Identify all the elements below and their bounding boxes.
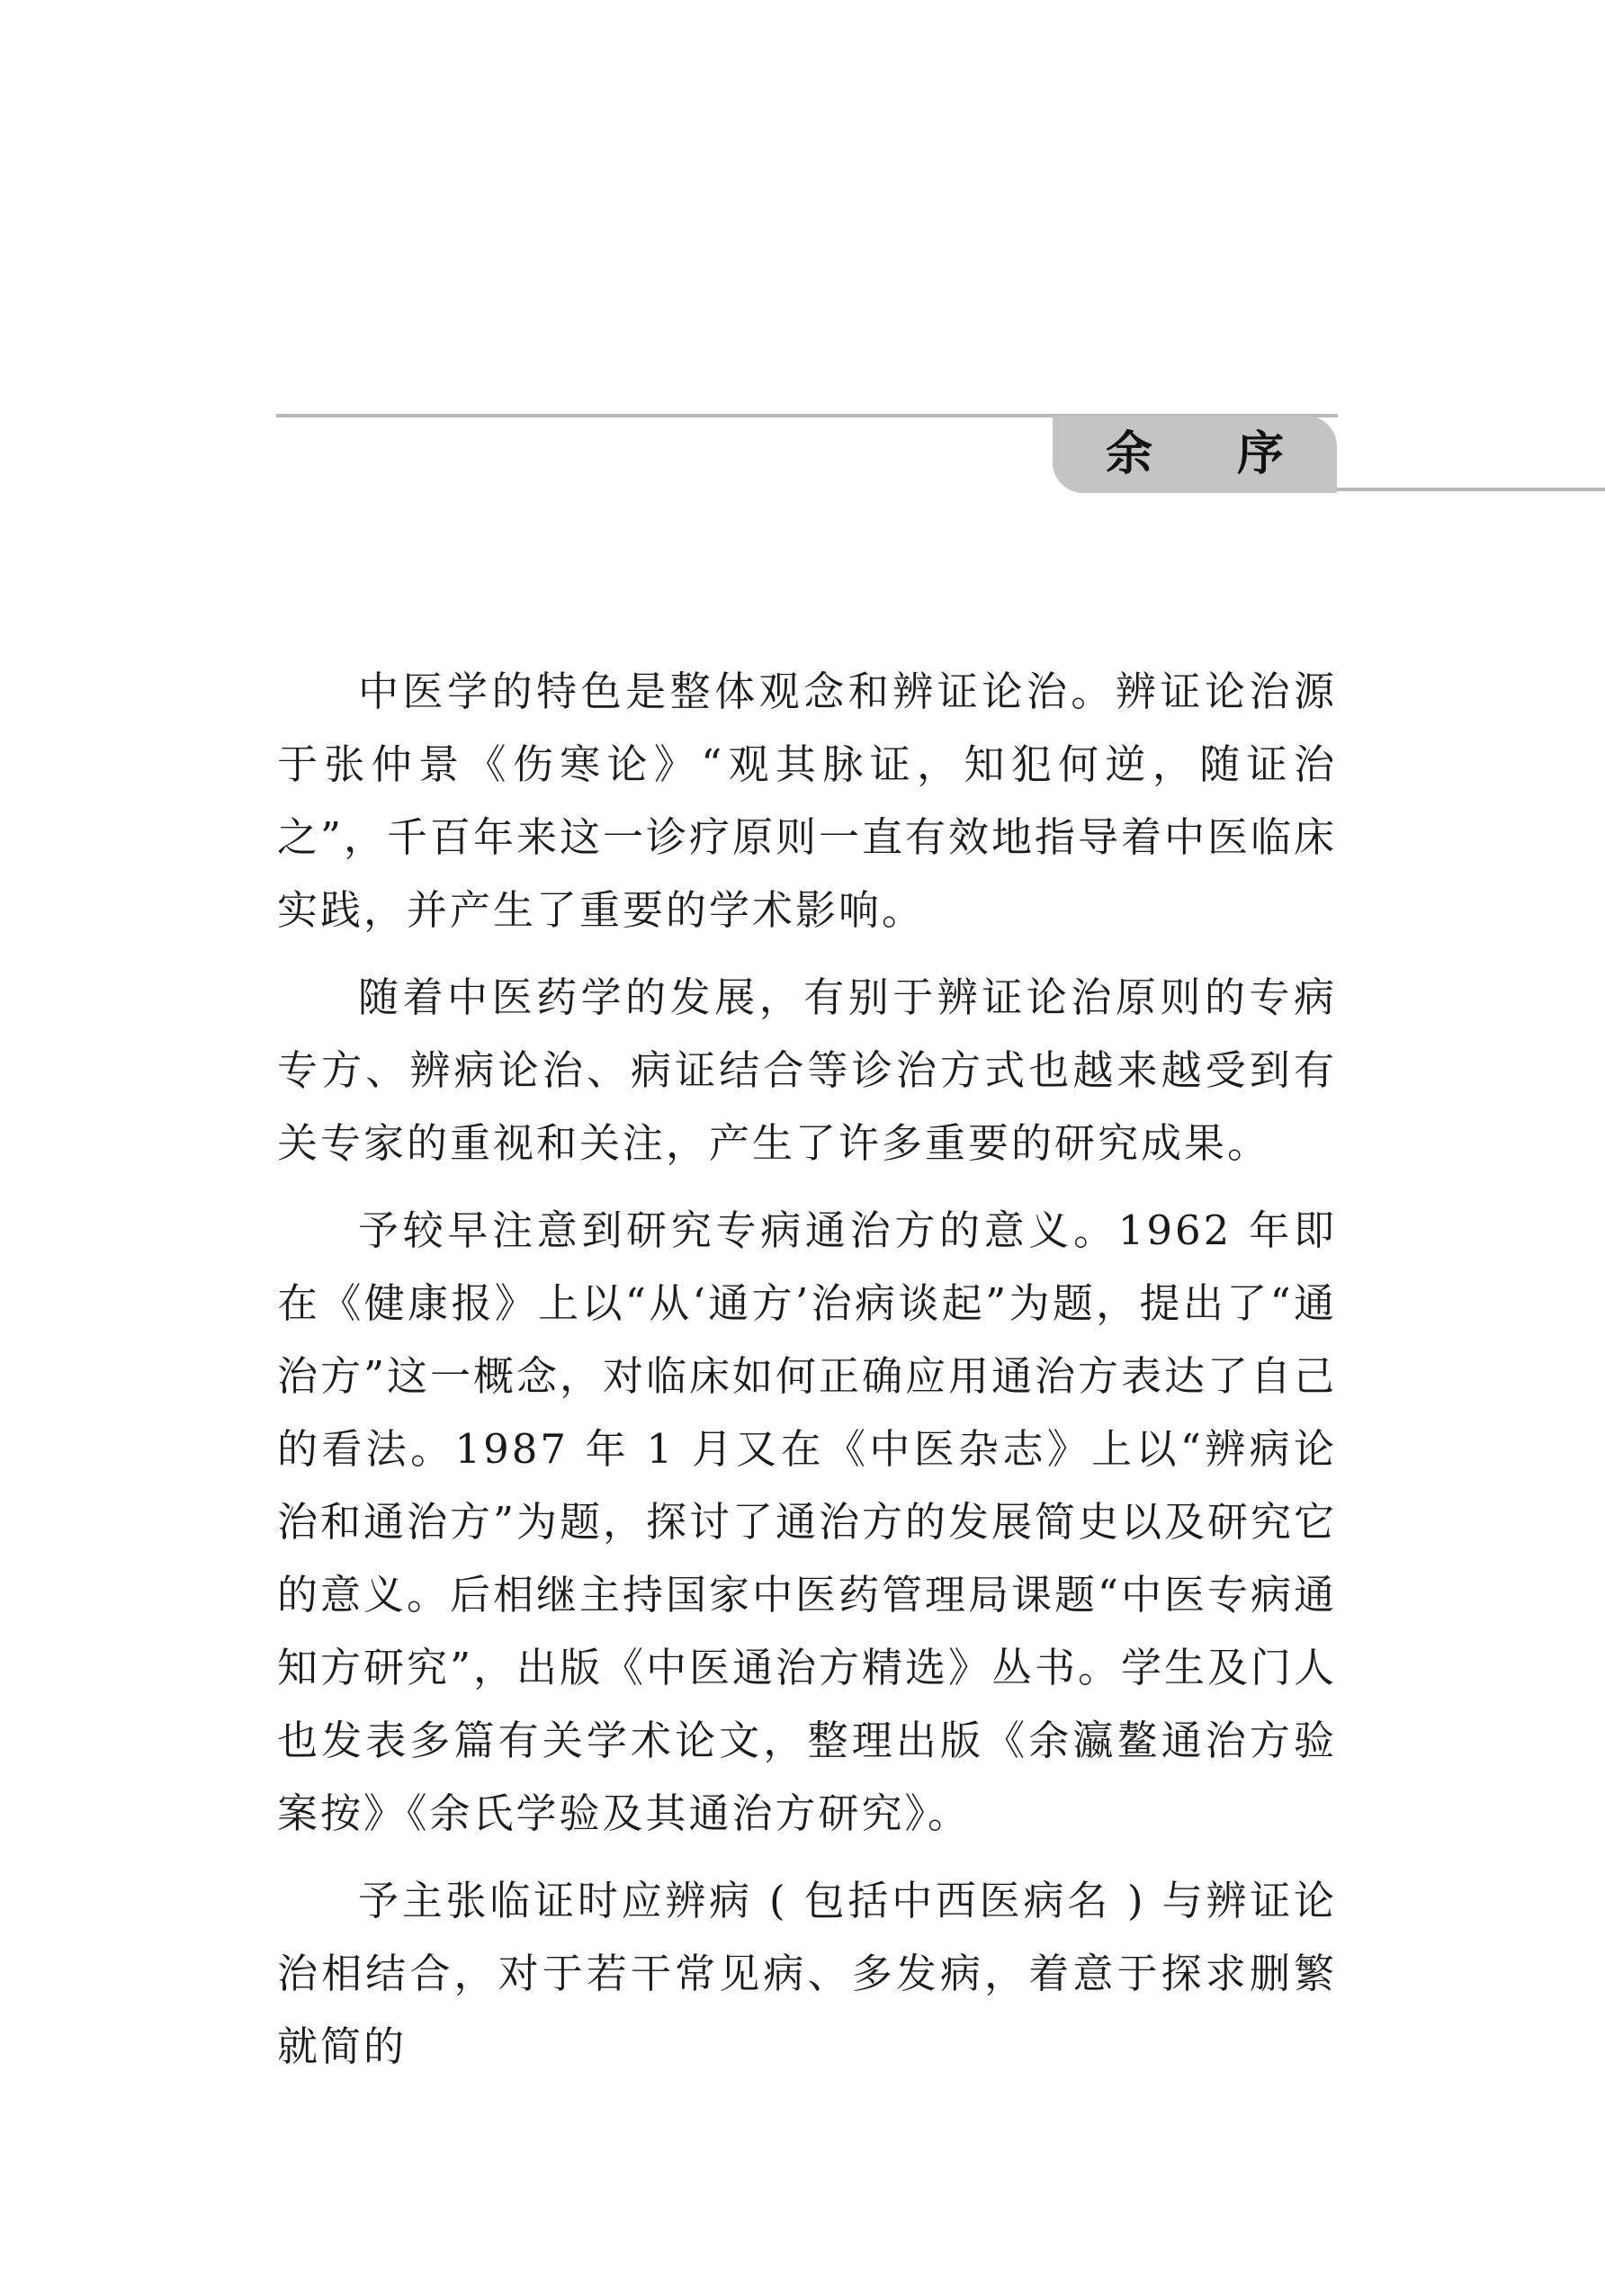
section-title: 余 序 [1105, 427, 1319, 481]
header-rule-right [1337, 488, 1605, 491]
paragraph: 予主张临证时应辨病 ( 包括中西医病名 ) 与辨证论治相结合，对于若干常见病、多发病，着意于探求删繁就简的 [277, 1877, 1337, 2070]
paragraph: 中医学的特色是整体观念和辨证论治。辨证论治源于张仲景《伤寒论》“观其脉证，知犯何逆，随证治之”，千百年来这一诊疗原则一直有效地指导着中医临床实践，并产生了重要的学术影响。 [277, 668, 1338, 934]
paragraph: 予较早注意到研究专病通治方的意义。1962 年即在《健康报》上以“从‘通方’治病谈起”为题，提出了“通治方”这一概念，对临床如何正确应用通治方表达了自己的看法。1987 年 1 月又在《中医杂志》上以“辨病论治和通治方”为题，探讨了通治方的发展简史以及研究它的意义。后相继主持国家中医药管理局课题“中医专病通知方研究”，出版《中医通治方精选》丛书。学生及门人也发表多篇有关学术论文，整理出版《余瀛鳌通治方验案按》《余氏学验及其通治方研究》。 [277, 1206, 1338, 1837]
section-title-tab [1053, 416, 1337, 493]
body-text [277, 655, 1337, 2097]
paragraph: 随着中医药学的发展，有别于辨证论治原则的专病专方、辨病论治、病证结合等诊治方式也越来越受到有关专家的重视和关注，产生了许多重要的研究成果。 [277, 973, 1337, 1167]
